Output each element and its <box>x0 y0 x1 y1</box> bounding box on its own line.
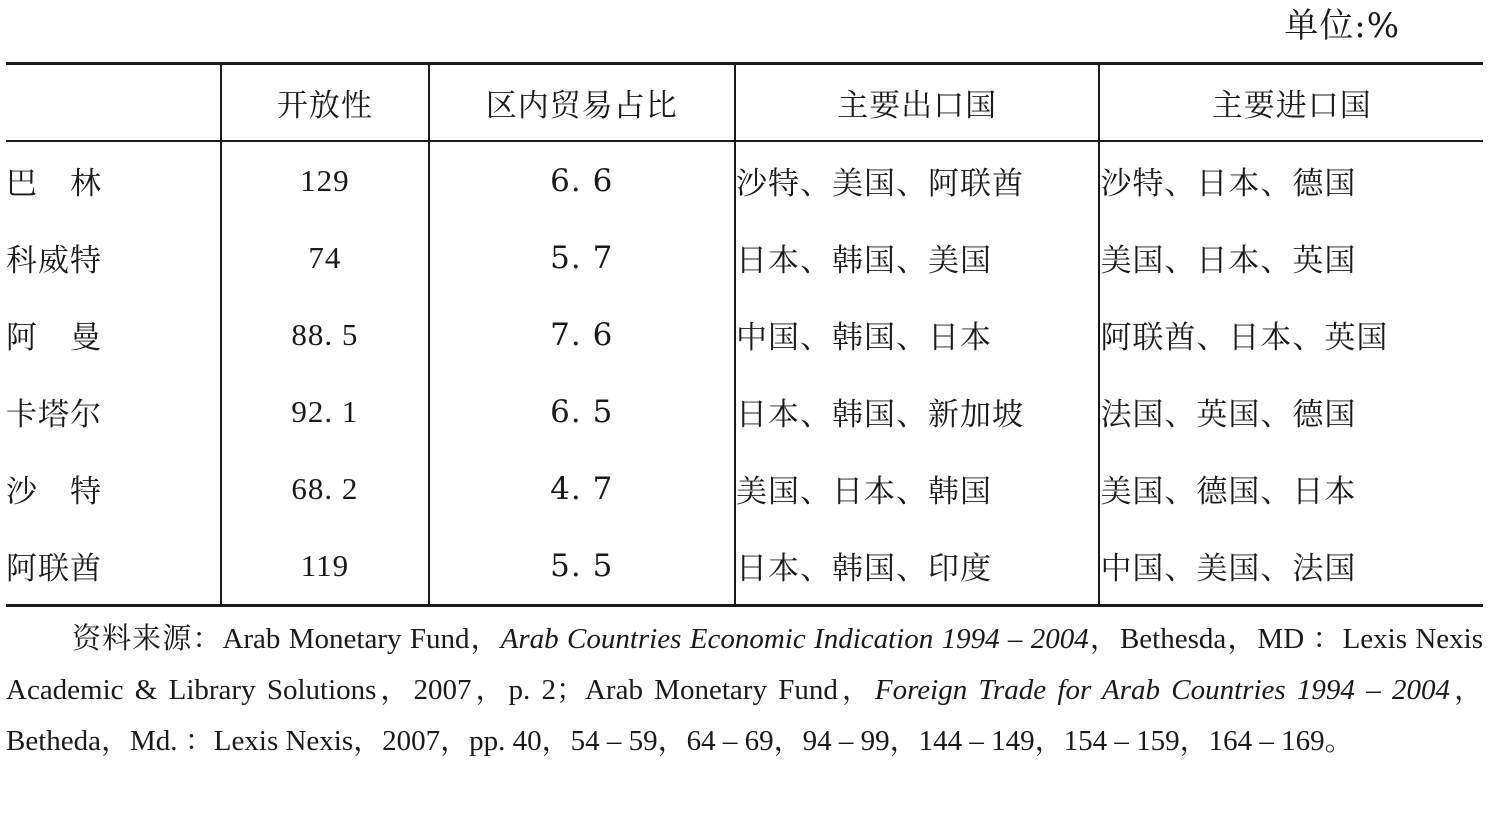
cell-imports: 美国、日本、英国 <box>1099 219 1483 296</box>
cell-country: 卡塔尔 <box>6 397 102 433</box>
cell-imports: 美国、德国、日本 <box>1099 450 1483 527</box>
cell-exports: 日本、韩国、美国 <box>735 219 1099 296</box>
cell-intra-share: 6. 5 <box>429 373 735 450</box>
cell-openness: 74 <box>221 219 428 296</box>
cell-openness: 92. 1 <box>221 373 428 450</box>
table-row <box>6 450 1483 527</box>
cell-openness: 88. 5 <box>221 296 428 373</box>
cell-country: 阿 曼 <box>6 320 102 356</box>
cell-imports: 中国、美国、法国 <box>1099 527 1483 606</box>
cell-country: 沙 特 <box>6 474 102 510</box>
table-row <box>6 141 1483 219</box>
source-note-title1: Arab Countries Economic Indication 1994 – 2004 <box>500 623 1089 655</box>
header-imports: 主要进口国 <box>1099 64 1483 142</box>
unit-label: 单位:% <box>1284 6 1400 46</box>
cell-intra-share: 4. 7 <box>429 450 735 527</box>
cell-openness: 68. 2 <box>221 450 428 527</box>
cell-exports: 日本、韩国、印度 <box>735 527 1099 606</box>
table-row <box>6 373 1483 450</box>
header-country <box>6 64 221 142</box>
source-note-title2: Foreign Trade for Arab Countries 1994 – 2004 <box>874 674 1450 706</box>
cell-openness: 119 <box>221 527 428 606</box>
cell-country: 阿联酋 <box>6 551 102 587</box>
cell-intra-share: 5. 5 <box>429 527 735 606</box>
cell-exports: 中国、韩国、日本 <box>735 296 1099 373</box>
table-header-row <box>6 64 1483 142</box>
table-row <box>6 219 1483 296</box>
cell-imports: 阿联酋、日本、英国 <box>1099 296 1483 373</box>
header-openness: 开放性 <box>221 64 428 142</box>
cell-country: 巴 林 <box>6 166 102 202</box>
cell-imports: 法国、英国、德国 <box>1099 373 1483 450</box>
cell-exports: 美国、日本、韩国 <box>735 450 1099 527</box>
cell-openness: 129 <box>221 141 428 219</box>
cell-exports: 日本、韩国、新加坡 <box>735 373 1099 450</box>
table-row <box>6 527 1483 606</box>
cell-intra-share: 6. 6 <box>429 141 735 219</box>
cell-imports: 沙特、日本、德国 <box>1099 141 1483 219</box>
cell-intra-share: 7. 6 <box>429 296 735 373</box>
source-note <box>6 614 1483 767</box>
table-row <box>6 296 1483 373</box>
cell-exports: 沙特、美国、阿联酋 <box>735 141 1099 219</box>
header-exports: 主要出口国 <box>735 64 1099 142</box>
trade-table <box>6 62 1483 607</box>
source-note-part2: ，Bethesda，MD ：Lexis Nexis Academic & Library Solutions，2007，p. 2；Arab Monetary Fund， <box>6 623 1484 706</box>
cell-intra-share: 5. 7 <box>429 219 735 296</box>
header-intra-share: 区内贸易占比 <box>429 64 735 142</box>
source-note-part3: ，Betheda，Md. ：Lexis Nexis，2007，pp. 40，54 – 59，64 – 69，94 – 99，144 – 149，154 – 159，164 – 169。 <box>6 674 1483 757</box>
trade-table-container <box>6 62 1483 607</box>
source-note-part1: 资料来源：Arab Monetary Fund， <box>72 623 501 655</box>
cell-country: 科威特 <box>6 243 102 279</box>
